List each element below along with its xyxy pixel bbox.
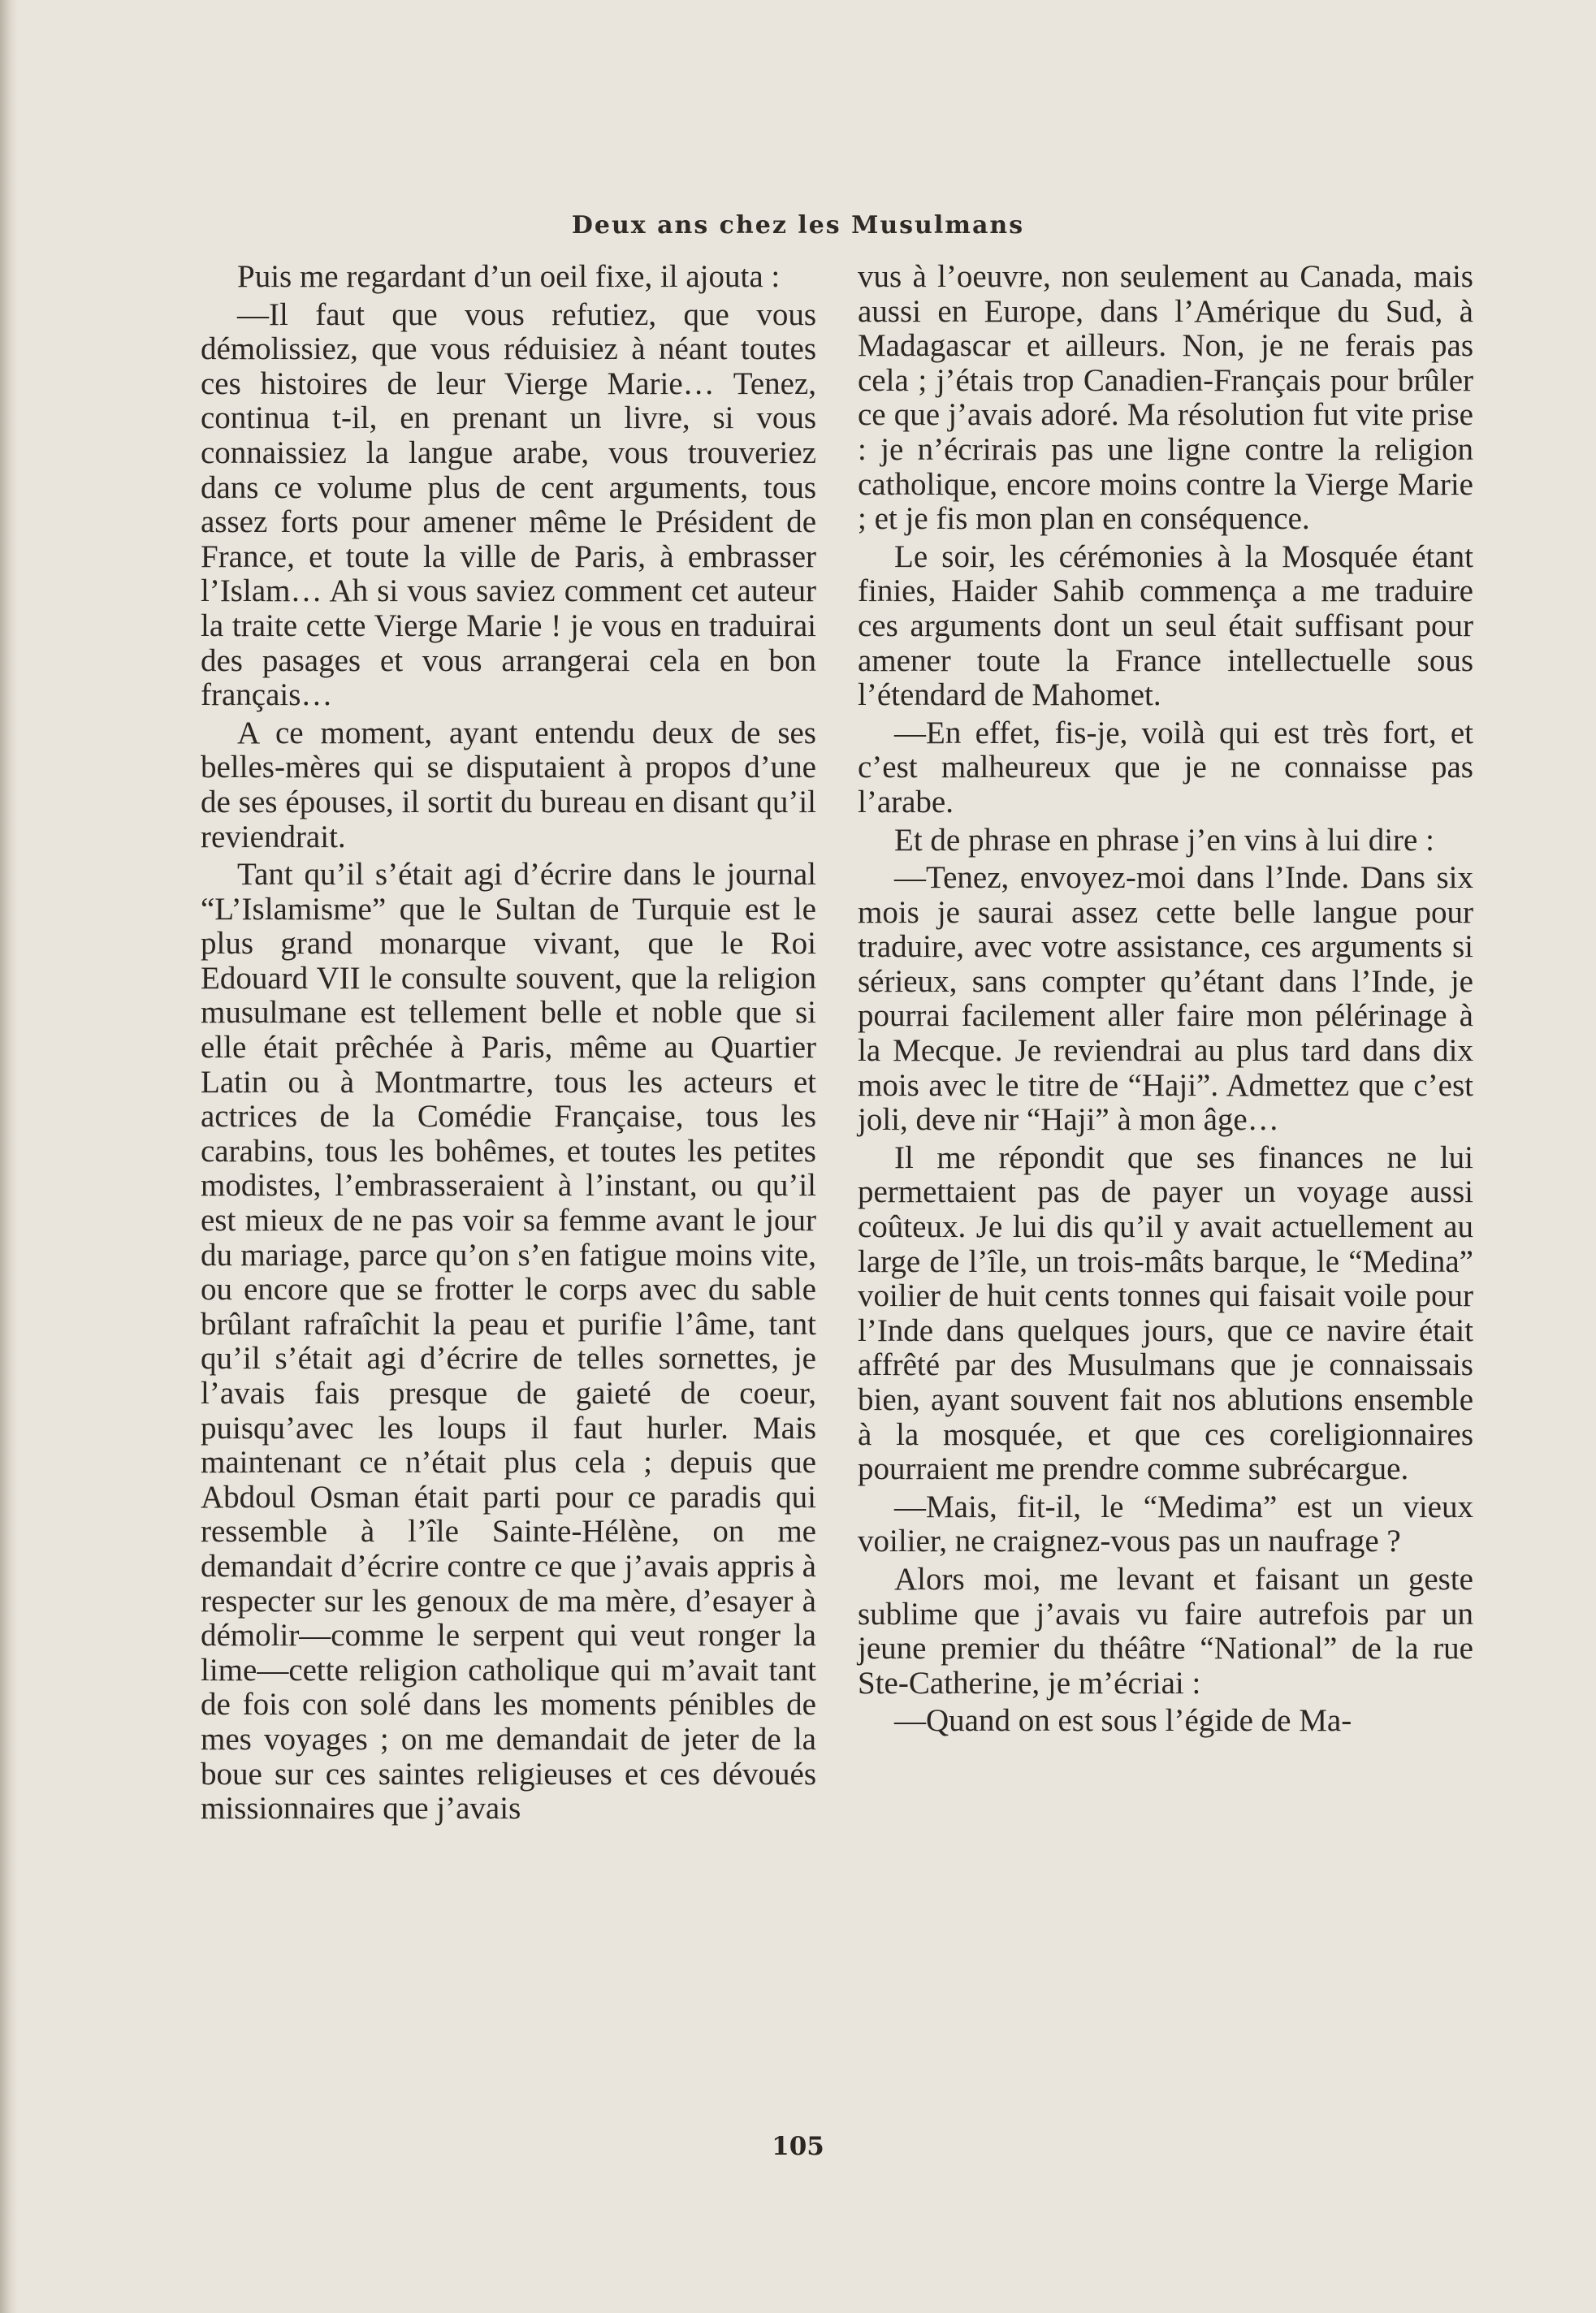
paragraph: Tant qu’il s’était agi d’écrire dans le journal “L’Islamisme” que le Sultan de Turquie est le plus grand monarque vivant, que le Roi Edouard VII le consulte souvent, que la religion musulmane est tellement belle et noble que si elle était prêchée à Paris, même au Quartier Latin ou à Montmartre, tous les acteurs et actrices de la Comédie Française, tous les carabins, tous les bohêmes, et toutes les petites modistes, l’embrasseraient à l’instant, ou qu’il est mieux de ne pas voir sa femme avant le jour du mariage, parce qu’on s’en fatigue moins vite, ou encore que se frotter le corps avec du sable brûlant rafraîchit la peau et purifie l’âme, tant qu’il s’était agi d’écrire de telles sornettes, je l’avais fais presque de gaieté de coeur, puisqu’avec les loups il faut hurler. Mais maintenant ce n’était plus cela ; depuis que Abdoul Osman était parti pour ce paradis qui ressemble à l’île Sainte-Hélène, on me demandait d’écrire contre ce que j’avais appris à respecter sur les genoux de ma mère, d’esayer à démolir—comme le serpent qui veut ronger la lime—cette religion catholique qui m’avait tant de fois con solé dans les moments pénibles de mes voyages ; on me demandait de jeter de la boue sur ces saintes religieuses et ces dévoués missionnaires que j’avais [201,857,816,1827]
paragraph: Alors moi, me levant et faisant un geste sublime que j’avais vu faire autrefois par un jeune premier du théâtre “National” de la rue Ste-Catherine, je m’écriai : [858,1561,1473,1701]
paragraph: —Mais, fit-il, le “Medima” est un vieux voilier, ne craignez-vous pas un naufrage ? [858,1489,1473,1559]
paragraph: A ce moment, ayant entendu deux de ses belles-mères qui se disputaient à propos d’une de ses épouses, il sortit du bureau en disant qu’il reviendrait. [201,715,816,854]
page-binding-edge [0,0,18,2313]
right-column [858,260,1473,1742]
paragraph: —Tenez, envoyez-moi dans l’Inde. Dans six mois je saurai assez cette belle langue pour traduire, avec votre assistance, ces arguments si sérieux, sans compter qu’étant dans l’Inde, je pourrai facilement aller faire mon pélérinage à la Mecque. Je reviendrai au plus tard dans dix mois avec le titre de “Haji”. Admettez que c’est joli, deve nir “Haji” à mon âge… [858,860,1473,1138]
paragraph: —Il faut que vous refutiez, que vous démolissiez, que vous réduisiez à néant toutes ces histoires de leur Vierge Marie… Tenez, continua t-il, en prenant un livre, si vous connaissiez la langue arabe, vous trouveriez dans ce volume plus de cent arguments, tous assez forts pour amener même le Président de France, et toute la ville de Paris, à embrasser l’Islam… Ah si vous saviez comment cet auteur la traite cette Vierge Marie ! je vous en traduirai des pasages et vous arrangerai cela en bon français… [201,296,816,713]
paragraph: Et de phrase en phrase j’en vins à lui dire : [894,822,1434,858]
left-column [201,260,816,1830]
page-number: 105 [772,2132,824,2161]
paragraph: Le soir, les cérémonies à la Mosquée étant finies, Haider Sahib commença a me traduire ces arguments dont un seul était suffisant pour amener toute la France intellectuelle sous l’étendard de Mahomet. [858,538,1473,713]
paragraph: Puis me regardant d’un oeil fixe, il ajouta : [237,259,781,294]
paragraph: Il me répondit que ses finances ne lui permettaient pas de payer un voyage aussi coûteux. Je lui dis qu’il y avait actuellement au large de l’île, un trois-mâts barque, le “Medina” voilier de huit cents tonnes qui faisait voile pour l’Inde dans quelques jours, que ce navire était affrêté par des Musulmans que je connaissais bien, ayant souvent fait nos ablutions ensemble à la mosquée, et que ces coreligionnaires pourraient me prendre comme subrécargue. [858,1139,1473,1487]
running-header: Deux ans chez les Musulmans [571,211,1025,240]
paragraph: vus à l’oeuvre, non seulement au Canada, mais aussi en Europe, dans l’Amérique du Sud, à Madagascar et ailleurs. Non, je ne ferais pas cela ; j’étais trop Canadien-Français pour brûler ce que j’avais adoré. Ma résolution fut vite prise : je n’écrirais pas une ligne contre la religion catholique, encore moins contre la Vierge Marie ; et je fis mon plan en conséquence. [858,259,1473,537]
paragraph: —Quand on est sous l’égide de Ma- [894,1703,1352,1739]
paragraph: —En effet, fis-je, voilà qui est très fort, et c’est malheureux que je ne connaisse pas l’arabe. [858,715,1473,819]
